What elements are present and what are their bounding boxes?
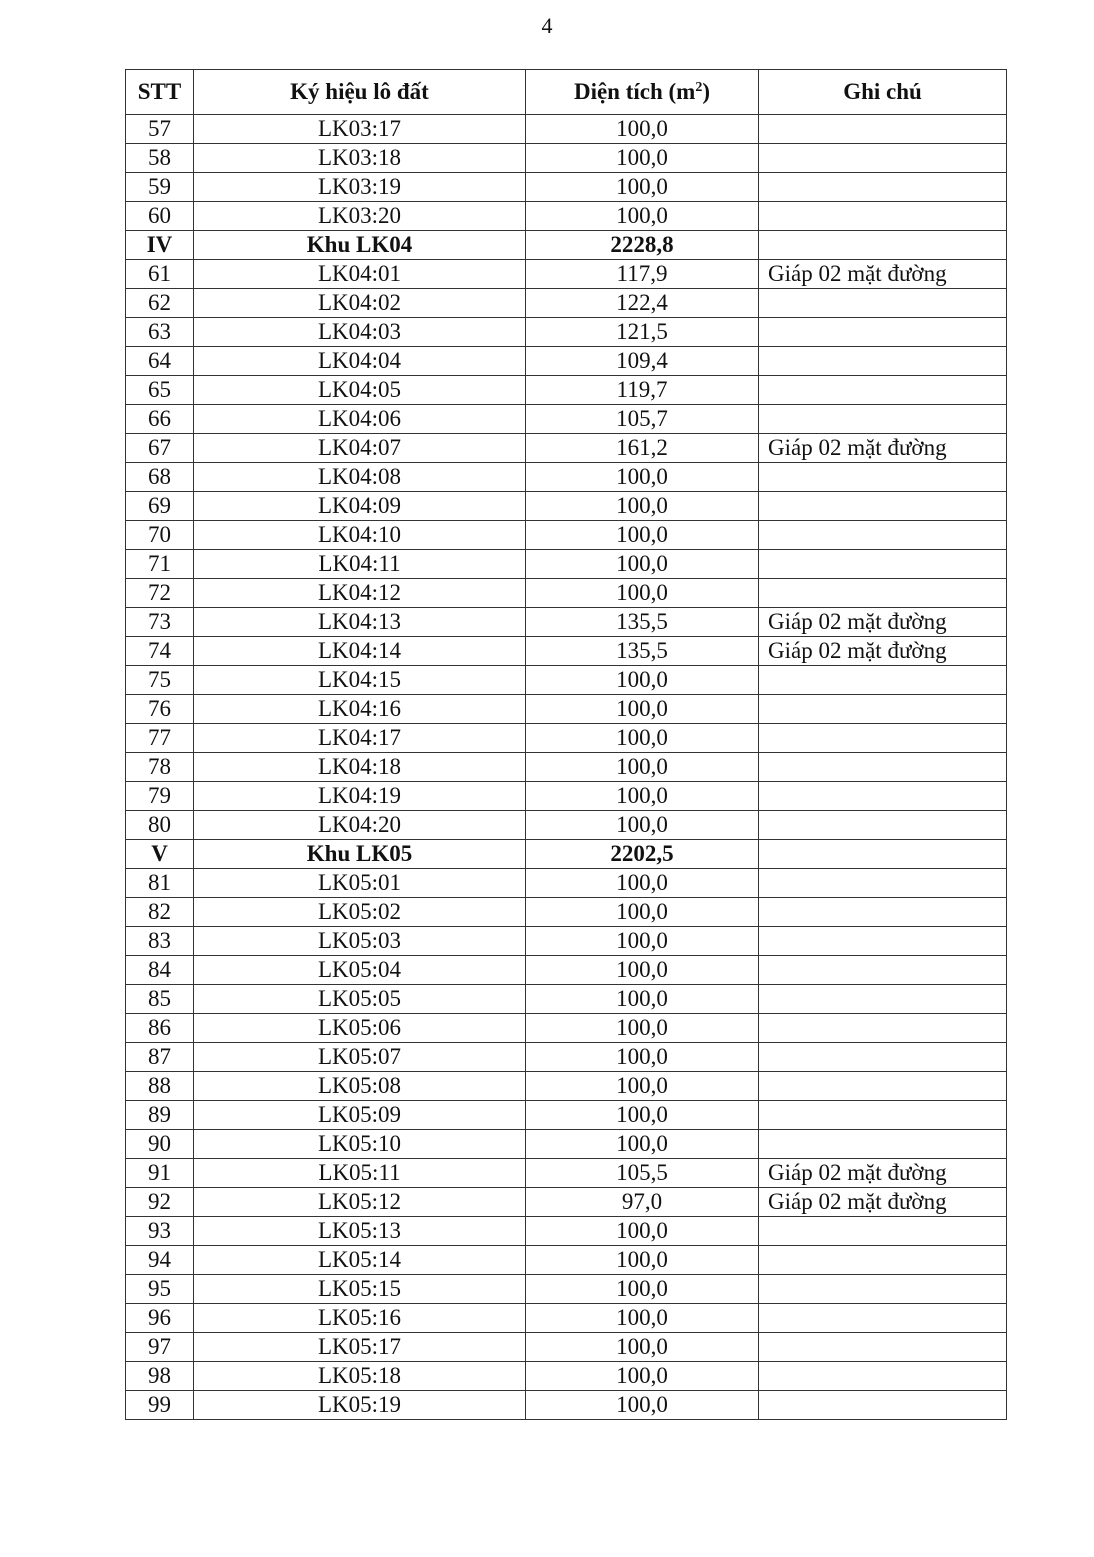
cell-area: 97,0 (526, 1188, 759, 1217)
table-row (126, 1304, 1007, 1333)
cell-note (759, 173, 1007, 202)
cell-note (759, 1072, 1007, 1101)
cell-area: 100,0 (526, 724, 759, 753)
table-row (126, 1072, 1007, 1101)
table-row (126, 1217, 1007, 1246)
cell-area: 121,5 (526, 318, 759, 347)
cell-area: 135,5 (526, 637, 759, 666)
table-row (126, 753, 1007, 782)
cell-area: 100,0 (526, 985, 759, 1014)
cell-note (759, 782, 1007, 811)
table-header-row (126, 70, 1007, 115)
table-row (126, 811, 1007, 840)
land-lot-table (125, 69, 1007, 1420)
cell-lot-symbol: LK05:12 (194, 1188, 526, 1217)
cell-note (759, 1362, 1007, 1391)
table-row (126, 1159, 1007, 1188)
cell-lot-symbol: LK04:15 (194, 666, 526, 695)
table-row (126, 666, 1007, 695)
cell-stt: 69 (126, 492, 194, 521)
cell-area: 2202,5 (526, 840, 759, 869)
cell-area: 100,0 (526, 898, 759, 927)
cell-stt: 63 (126, 318, 194, 347)
table-row (126, 1333, 1007, 1362)
table-row (126, 782, 1007, 811)
cell-lot-symbol: LK05:02 (194, 898, 526, 927)
cell-stt: 71 (126, 550, 194, 579)
cell-stt: 92 (126, 1188, 194, 1217)
cell-lot-symbol: LK05:03 (194, 927, 526, 956)
cell-stt: 62 (126, 289, 194, 318)
cell-stt: 82 (126, 898, 194, 927)
cell-stt: 75 (126, 666, 194, 695)
cell-stt: 91 (126, 1159, 194, 1188)
cell-note (759, 1101, 1007, 1130)
cell-stt: 93 (126, 1217, 194, 1246)
group-row (126, 840, 1007, 869)
cell-lot-symbol: LK05:13 (194, 1217, 526, 1246)
cell-lot-symbol: LK04:16 (194, 695, 526, 724)
table-row (126, 1275, 1007, 1304)
cell-note (759, 869, 1007, 898)
cell-lot-symbol: LK05:01 (194, 869, 526, 898)
cell-stt: 72 (126, 579, 194, 608)
cell-note (759, 115, 1007, 144)
cell-stt: 65 (126, 376, 194, 405)
cell-stt: 88 (126, 1072, 194, 1101)
cell-note (759, 550, 1007, 579)
cell-stt: 95 (126, 1275, 194, 1304)
table-row (126, 463, 1007, 492)
cell-note (759, 318, 1007, 347)
group-row (126, 231, 1007, 260)
header-stt: STT (126, 70, 194, 115)
cell-area: 100,0 (526, 521, 759, 550)
cell-lot-symbol: LK04:20 (194, 811, 526, 840)
cell-area: 100,0 (526, 869, 759, 898)
table-row (126, 1362, 1007, 1391)
table-row (126, 1014, 1007, 1043)
cell-lot-symbol: LK05:04 (194, 956, 526, 985)
cell-lot-symbol: LK04:07 (194, 434, 526, 463)
cell-stt: 77 (126, 724, 194, 753)
cell-note (759, 144, 1007, 173)
cell-stt: 85 (126, 985, 194, 1014)
cell-lot-symbol: LK05:08 (194, 1072, 526, 1101)
cell-area: 105,5 (526, 1159, 759, 1188)
cell-note (759, 985, 1007, 1014)
cell-note (759, 521, 1007, 550)
cell-note (759, 231, 1007, 260)
cell-stt: 73 (126, 608, 194, 637)
table-row (126, 434, 1007, 463)
table-row (126, 260, 1007, 289)
cell-note (759, 1014, 1007, 1043)
cell-lot-symbol: LK04:04 (194, 347, 526, 376)
cell-lot-symbol: LK03:17 (194, 115, 526, 144)
cell-note: Giáp 02 mặt đường (759, 1159, 1007, 1188)
cell-note (759, 753, 1007, 782)
table-row (126, 985, 1007, 1014)
cell-stt: 66 (126, 405, 194, 434)
table-row (126, 1246, 1007, 1275)
cell-lot-symbol: LK04:11 (194, 550, 526, 579)
cell-area: 100,0 (526, 550, 759, 579)
cell-stt: 76 (126, 695, 194, 724)
cell-note: Giáp 02 mặt đường (759, 1188, 1007, 1217)
header-note: Ghi chú (759, 70, 1007, 115)
cell-note (759, 1391, 1007, 1420)
cell-stt: 99 (126, 1391, 194, 1420)
cell-lot-symbol: LK05:10 (194, 1130, 526, 1159)
cell-note (759, 811, 1007, 840)
cell-lot-symbol: LK03:20 (194, 202, 526, 231)
cell-note (759, 695, 1007, 724)
cell-lot-symbol: LK05:15 (194, 1275, 526, 1304)
table-row (126, 695, 1007, 724)
cell-lot-symbol: LK04:19 (194, 782, 526, 811)
cell-area: 117,9 (526, 260, 759, 289)
cell-area: 100,0 (526, 115, 759, 144)
cell-area: 100,0 (526, 927, 759, 956)
cell-note (759, 666, 1007, 695)
cell-lot-symbol: LK04:03 (194, 318, 526, 347)
cell-stt: 98 (126, 1362, 194, 1391)
header-area (526, 70, 759, 115)
cell-area: 105,7 (526, 405, 759, 434)
cell-lot-symbol: LK03:18 (194, 144, 526, 173)
cell-lot-symbol: LK04:13 (194, 608, 526, 637)
cell-area: 100,0 (526, 144, 759, 173)
cell-area: 100,0 (526, 956, 759, 985)
cell-area: 100,0 (526, 202, 759, 231)
cell-area: 100,0 (526, 666, 759, 695)
cell-note (759, 898, 1007, 927)
cell-note: Giáp 02 mặt đường (759, 608, 1007, 637)
cell-lot-symbol: LK05:07 (194, 1043, 526, 1072)
cell-lot-symbol: LK05:11 (194, 1159, 526, 1188)
table-row (126, 1101, 1007, 1130)
cell-area: 100,0 (526, 1217, 759, 1246)
cell-stt: 84 (126, 956, 194, 985)
cell-lot-symbol: LK04:01 (194, 260, 526, 289)
cell-area: 100,0 (526, 492, 759, 521)
cell-area: 100,0 (526, 173, 759, 202)
cell-note (759, 1304, 1007, 1333)
header-lot-symbol: Ký hiệu lô đất (194, 70, 526, 115)
cell-area: 100,0 (526, 1101, 759, 1130)
table-row (126, 1391, 1007, 1420)
cell-stt: 58 (126, 144, 194, 173)
cell-area: 100,0 (526, 1362, 759, 1391)
cell-stt: 80 (126, 811, 194, 840)
table-row (126, 579, 1007, 608)
cell-area: 100,0 (526, 1014, 759, 1043)
table-row (126, 608, 1007, 637)
cell-note: Giáp 02 mặt đường (759, 434, 1007, 463)
cell-lot-symbol: LK03:19 (194, 173, 526, 202)
cell-stt: V (126, 840, 194, 869)
cell-lot-symbol: LK05:18 (194, 1362, 526, 1391)
header-area-unit-exponent: 2 (695, 80, 703, 95)
table-row (126, 550, 1007, 579)
cell-area: 100,0 (526, 1043, 759, 1072)
cell-note (759, 492, 1007, 521)
cell-stt: 61 (126, 260, 194, 289)
cell-note (759, 1246, 1007, 1275)
table-row (126, 521, 1007, 550)
cell-area: 100,0 (526, 1072, 759, 1101)
table-row (126, 869, 1007, 898)
cell-lot-symbol: Khu LK04 (194, 231, 526, 260)
table-row (126, 492, 1007, 521)
cell-lot-symbol: Khu LK05 (194, 840, 526, 869)
cell-stt: 64 (126, 347, 194, 376)
cell-lot-symbol: LK04:08 (194, 463, 526, 492)
cell-stt: 68 (126, 463, 194, 492)
cell-note (759, 202, 1007, 231)
table-row (126, 115, 1007, 144)
cell-stt: 78 (126, 753, 194, 782)
header-area-label: Diện tích (m (573, 79, 696, 104)
cell-stt: 81 (126, 869, 194, 898)
table-row (126, 173, 1007, 202)
table-row (126, 202, 1007, 231)
cell-lot-symbol: LK04:06 (194, 405, 526, 434)
table-row (126, 318, 1007, 347)
cell-area: 100,0 (526, 1246, 759, 1275)
cell-area: 2228,8 (526, 231, 759, 260)
cell-note (759, 463, 1007, 492)
cell-note (759, 1217, 1007, 1246)
cell-area: 100,0 (526, 695, 759, 724)
table-row (126, 376, 1007, 405)
table-row (126, 927, 1007, 956)
cell-stt: 90 (126, 1130, 194, 1159)
cell-area: 100,0 (526, 1333, 759, 1362)
cell-stt: 96 (126, 1304, 194, 1333)
cell-note (759, 956, 1007, 985)
cell-lot-symbol: LK04:02 (194, 289, 526, 318)
cell-stt: 67 (126, 434, 194, 463)
cell-stt: 74 (126, 637, 194, 666)
cell-note (759, 724, 1007, 753)
cell-note (759, 1130, 1007, 1159)
cell-note (759, 579, 1007, 608)
table-body (126, 115, 1007, 1420)
cell-note (759, 347, 1007, 376)
cell-stt: 94 (126, 1246, 194, 1275)
table-row (126, 637, 1007, 666)
cell-stt: 70 (126, 521, 194, 550)
table-row (126, 1043, 1007, 1072)
cell-lot-symbol: LK04:12 (194, 579, 526, 608)
cell-stt: 83 (126, 927, 194, 956)
cell-note (759, 1043, 1007, 1072)
cell-note (759, 405, 1007, 434)
cell-note: Giáp 02 mặt đường (759, 260, 1007, 289)
table-row (126, 405, 1007, 434)
cell-area: 122,4 (526, 289, 759, 318)
table-row (126, 289, 1007, 318)
cell-stt: 59 (126, 173, 194, 202)
cell-stt: 79 (126, 782, 194, 811)
cell-note (759, 840, 1007, 869)
cell-area: 119,7 (526, 376, 759, 405)
cell-note: Giáp 02 mặt đường (759, 637, 1007, 666)
cell-stt: 57 (126, 115, 194, 144)
table-row (126, 1130, 1007, 1159)
cell-lot-symbol: LK05:14 (194, 1246, 526, 1275)
table-row (126, 898, 1007, 927)
table-row (126, 1188, 1007, 1217)
cell-area: 100,0 (526, 1130, 759, 1159)
table-row (126, 724, 1007, 753)
cell-area: 100,0 (526, 1304, 759, 1333)
cell-stt: 87 (126, 1043, 194, 1072)
cell-lot-symbol: LK05:06 (194, 1014, 526, 1043)
cell-lot-symbol: LK04:05 (194, 376, 526, 405)
cell-lot-symbol: LK05:16 (194, 1304, 526, 1333)
cell-stt: IV (126, 231, 194, 260)
cell-area: 109,4 (526, 347, 759, 376)
cell-lot-symbol: LK05:09 (194, 1101, 526, 1130)
cell-stt: 60 (126, 202, 194, 231)
cell-area: 100,0 (526, 753, 759, 782)
cell-area: 135,5 (526, 608, 759, 637)
cell-lot-symbol: LK05:17 (194, 1333, 526, 1362)
cell-area: 100,0 (526, 1391, 759, 1420)
table-row (126, 144, 1007, 173)
cell-note (759, 289, 1007, 318)
page-number: 4 (541, 13, 553, 38)
table-row (126, 956, 1007, 985)
cell-stt: 97 (126, 1333, 194, 1362)
cell-lot-symbol: LK04:18 (194, 753, 526, 782)
cell-note (759, 376, 1007, 405)
cell-stt: 86 (126, 1014, 194, 1043)
cell-lot-symbol: LK04:14 (194, 637, 526, 666)
table-row (126, 347, 1007, 376)
cell-area: 100,0 (526, 782, 759, 811)
header-area-close: ) (702, 79, 711, 104)
cell-lot-symbol: LK04:17 (194, 724, 526, 753)
cell-area: 100,0 (526, 579, 759, 608)
cell-note (759, 927, 1007, 956)
cell-lot-symbol: LK04:10 (194, 521, 526, 550)
cell-area: 161,2 (526, 434, 759, 463)
cell-note (759, 1275, 1007, 1304)
cell-lot-symbol: LK05:19 (194, 1391, 526, 1420)
cell-lot-symbol: LK04:09 (194, 492, 526, 521)
cell-area: 100,0 (526, 1275, 759, 1304)
cell-area: 100,0 (526, 463, 759, 492)
cell-note (759, 1333, 1007, 1362)
cell-lot-symbol: LK05:05 (194, 985, 526, 1014)
cell-area: 100,0 (526, 811, 759, 840)
cell-stt: 89 (126, 1101, 194, 1130)
